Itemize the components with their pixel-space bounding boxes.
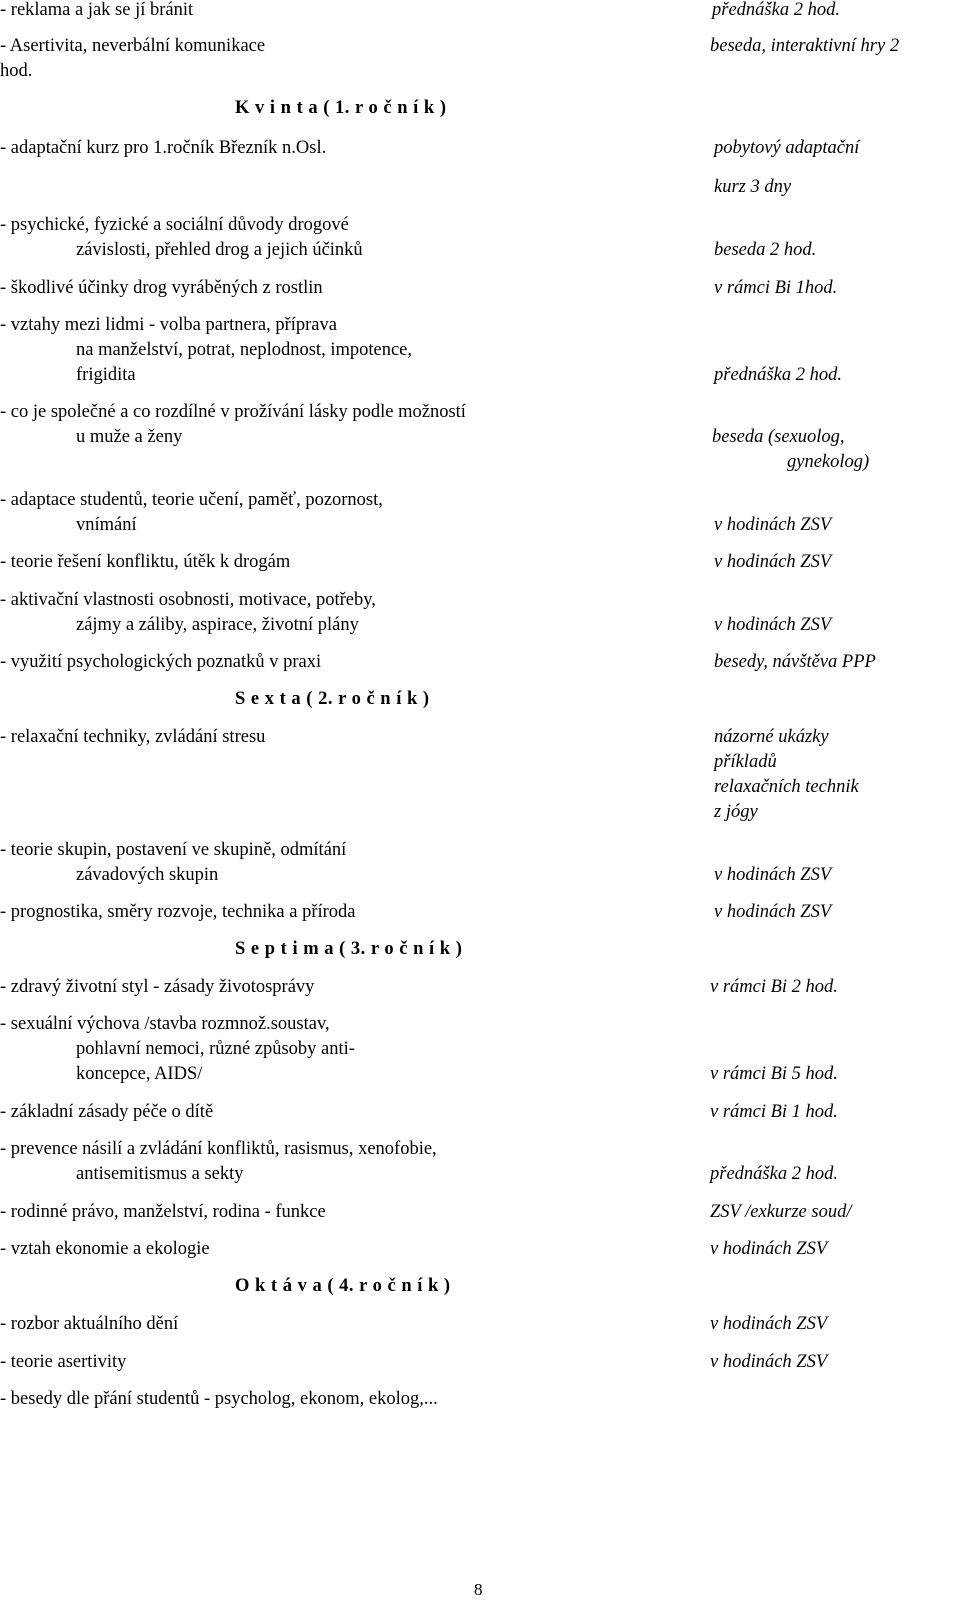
- note: přednáška 2 hod.: [714, 365, 842, 385]
- topic-line: - využití psychologických poznatků v praxi: [0, 652, 322, 672]
- topic-line: - adaptace studentů, teorie učení, paměť, pozornost,: [0, 490, 383, 510]
- note: relaxačních technik: [714, 777, 859, 797]
- topic-line: - rozbor aktuálního dění: [0, 1314, 179, 1334]
- topic-line: - sexuální výchova /stavba rozmnož.soustav,: [0, 1014, 330, 1034]
- note: v hodinách ZSV: [714, 615, 832, 635]
- note: v hodinách ZSV: [710, 1314, 828, 1334]
- note: přednáška 2 hod.: [710, 1164, 838, 1184]
- topic-line: - rodinné právo, manželství, rodina - funkce: [0, 1202, 326, 1222]
- section-heading: O k t á v a ( 4. r o č n í k ): [235, 1276, 451, 1296]
- topic-line: - relaxační techniky, zvládání stresu: [0, 727, 266, 747]
- section-heading: S e x t a ( 2. r o č n í k ): [235, 689, 430, 709]
- topic-line: závadových skupin: [76, 865, 219, 885]
- topic-line: koncepce, AIDS/: [76, 1064, 203, 1084]
- note: kurz 3 dny: [714, 177, 792, 197]
- note: besedy, návštěva PPP: [714, 652, 876, 672]
- topic-line: - psychické, fyzické a sociální důvody drogové: [0, 215, 349, 235]
- note: beseda, interaktivní hry 2: [710, 36, 900, 56]
- note: názorné ukázky: [714, 727, 829, 747]
- topic-line: - škodlivé účinky drog vyráběných z rostlin: [0, 278, 323, 298]
- note: v hodinách ZSV: [714, 902, 832, 922]
- topic-line: vnímání: [76, 515, 137, 535]
- topic-line: - adaptační kurz pro 1.ročník Březník n.Osl.: [0, 138, 327, 158]
- note: z jógy: [714, 802, 758, 822]
- note: příkladů: [714, 752, 777, 772]
- note: beseda (sexuolog,: [712, 427, 845, 447]
- topic-line: - besedy dle přání studentů - psycholog, ekonom, ekolog,...: [0, 1389, 438, 1409]
- topic-line: - vztah ekonomie a ekologie: [0, 1239, 210, 1259]
- topic-line: zájmy a záliby, aspirace, životní plány: [76, 615, 359, 635]
- note: v hodinách ZSV: [714, 515, 832, 535]
- topic-line: závislosti, přehled drog a jejich účinků: [76, 240, 363, 260]
- note: v rámci Bi 1hod.: [714, 278, 838, 298]
- note: v rámci Bi 2 hod.: [710, 977, 838, 997]
- note: gynekolog): [787, 452, 870, 472]
- topic-line: - co je společné a co rozdílné v prožívání lásky podle možností: [0, 402, 466, 422]
- topic-line: - aktivační vlastnosti osobnosti, motivace, potřeby,: [0, 590, 376, 610]
- note: v hodinách ZSV: [710, 1239, 828, 1259]
- note: v rámci Bi 1 hod.: [710, 1102, 838, 1122]
- topic-line: hod.: [0, 61, 33, 81]
- topic-line: na manželství, potrat, neplodnost, impotence,: [76, 340, 412, 360]
- topic-line: - Asertivita, neverbální komunikace: [0, 36, 266, 56]
- topic-line: u muže a ženy: [76, 427, 183, 447]
- topic-line: - prevence násilí a zvládání konfliktů, rasismus, xenofobie,: [0, 1139, 437, 1159]
- topic-line: pohlavní nemoci, různé způsoby anti-: [76, 1039, 355, 1059]
- topic-line: - reklama a jak se jí bránit: [0, 0, 194, 20]
- note: ZSV /exkurze soud/: [710, 1202, 852, 1222]
- note: beseda 2 hod.: [714, 240, 817, 260]
- topic-line: - teorie asertivity: [0, 1352, 127, 1372]
- section-heading: K v i n t a ( 1. r o č n í k ): [235, 98, 447, 118]
- topic-line: - prognostika, směry rozvoje, technika a příroda: [0, 902, 356, 922]
- note: v hodinách ZSV: [714, 552, 832, 572]
- page-number: 8: [474, 1580, 483, 1599]
- topic-line: - teorie řešení konfliktu, útěk k drogám: [0, 552, 291, 572]
- note: v hodinách ZSV: [710, 1352, 828, 1372]
- note: v rámci Bi 5 hod.: [710, 1064, 838, 1084]
- topic-line: - zdravý životní styl - zásady životosprávy: [0, 977, 315, 997]
- topic-line: - vztahy mezi lidmi - volba partnera, příprava: [0, 315, 337, 335]
- topic-line: frigidita: [76, 365, 136, 385]
- topic-line: - teorie skupin, postavení ve skupině, odmítání: [0, 840, 347, 860]
- section-heading: S e p t i m a ( 3. r o č n í k ): [235, 939, 463, 959]
- note: přednáška 2 hod.: [712, 0, 840, 20]
- note: v hodinách ZSV: [714, 865, 832, 885]
- note: pobytový adaptační: [714, 138, 860, 158]
- topic-line: antisemitismus a sekty: [76, 1164, 244, 1184]
- topic-line: - základní zásady péče o dítě: [0, 1102, 214, 1122]
